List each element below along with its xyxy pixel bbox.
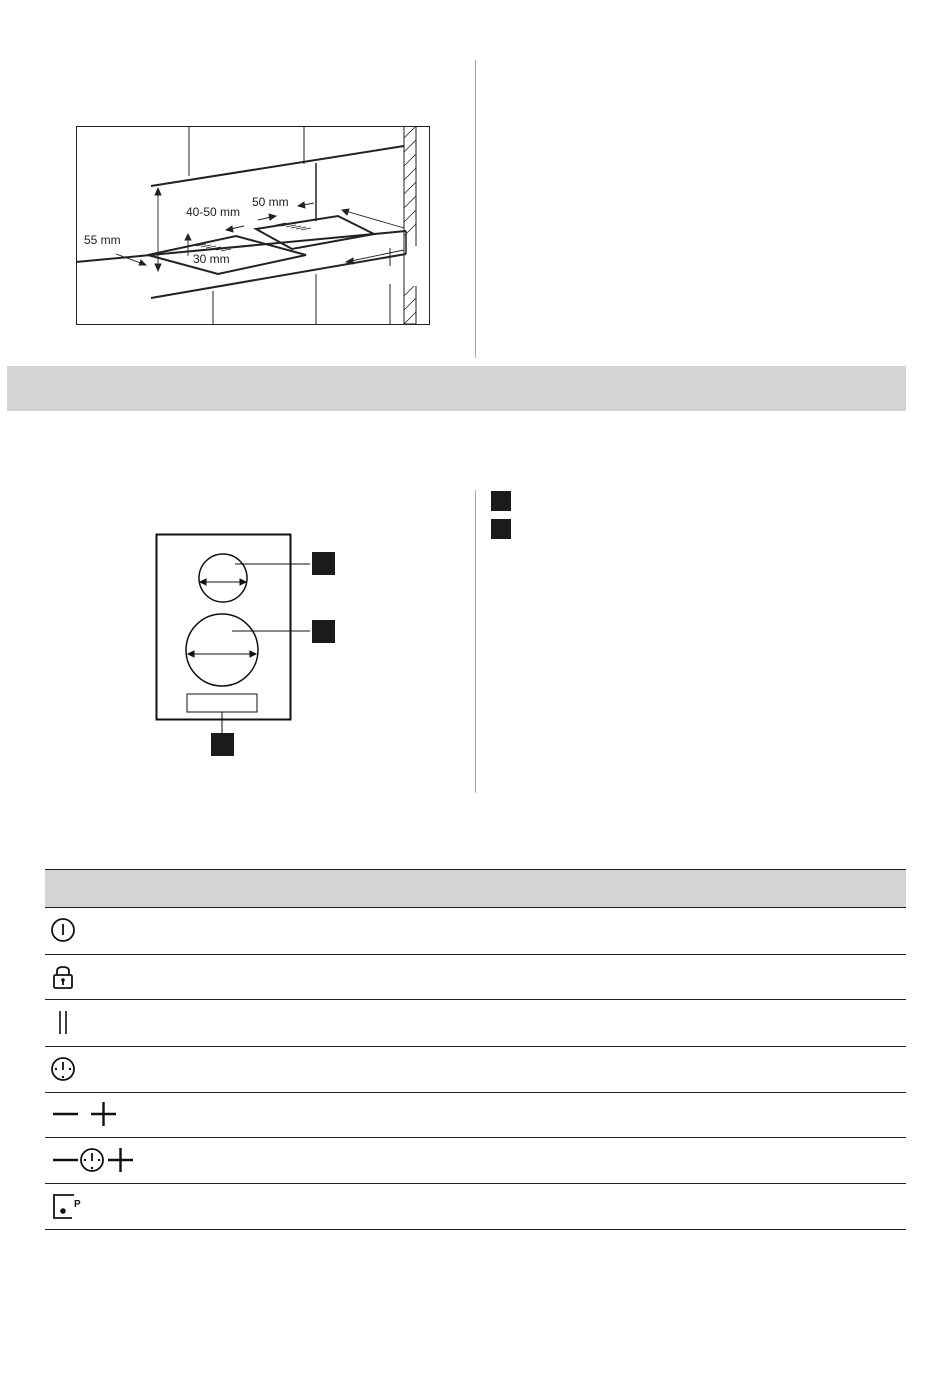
table-row	[45, 955, 906, 1000]
power-icon	[48, 914, 78, 944]
legend-marker-2	[491, 519, 511, 539]
dim-40-50-label: 40-50 mm	[186, 205, 241, 219]
svg-text:P: P	[74, 1199, 81, 1210]
section-header-band	[7, 366, 906, 411]
pause-icon	[48, 1006, 78, 1036]
table-row	[45, 908, 906, 955]
callout-marker-1	[312, 552, 335, 575]
zone-select-icon	[48, 1190, 84, 1220]
table-row	[45, 1138, 906, 1184]
dim-50-label: 50 mm	[252, 195, 289, 209]
lock-icon	[48, 961, 78, 991]
timer-icon	[48, 1053, 78, 1083]
symbol-table	[45, 869, 906, 1230]
dim-30-label: 30 mm	[193, 252, 230, 266]
callout-marker-3	[211, 733, 234, 756]
column-divider-top	[475, 60, 476, 358]
dim-55-label: 55 mm	[84, 233, 121, 247]
minus-plus-icon	[48, 1099, 128, 1129]
column-divider-middle	[475, 490, 476, 793]
installation-diagram	[76, 126, 430, 326]
table-row	[45, 1093, 906, 1138]
table-row	[45, 1047, 906, 1093]
table-row	[45, 1000, 906, 1047]
minus-timer-plus-icon	[48, 1144, 140, 1174]
legend-marker-1	[491, 491, 511, 511]
table-row	[45, 1184, 906, 1230]
callout-marker-2	[312, 620, 335, 643]
symbol-table-header	[45, 870, 906, 908]
